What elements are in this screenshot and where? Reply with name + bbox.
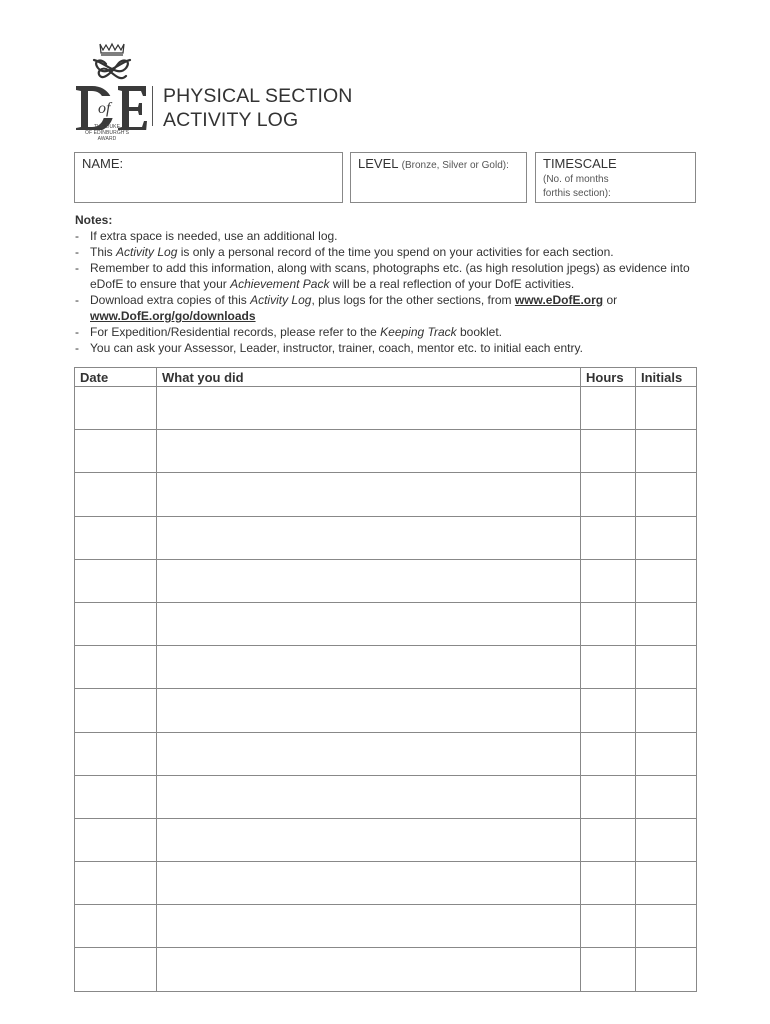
timescale-hint: (No. of months forthis section): (543, 174, 611, 199)
what-cell[interactable] (157, 559, 581, 602)
column-header-date: Date (75, 368, 157, 387)
column-header-initials: Initials (636, 368, 697, 387)
what-cell[interactable] (157, 905, 581, 948)
timescale-label: TIMESCALE (543, 156, 617, 171)
hours-cell[interactable] (581, 775, 636, 818)
table-row (75, 689, 697, 732)
what-cell[interactable] (157, 516, 581, 559)
timescale-field[interactable] (535, 152, 696, 203)
note-item: - Download extra copies of this Activity Log, plus logs for the other sections, from www.eDofE.org or www.DofE.org/go/downloads (75, 292, 705, 324)
date-cell[interactable] (75, 948, 157, 991)
table-row (75, 775, 697, 818)
level-hint: (Bronze, Silver or Gold): (401, 160, 509, 171)
level-label: LEVEL (Bronze, Silver or Gold): (358, 156, 509, 171)
title-line-2: ACTIVITY LOG (163, 109, 299, 131)
notes-heading: Notes: (75, 213, 113, 227)
date-cell[interactable] (75, 602, 157, 645)
name-label: NAME: (82, 156, 124, 171)
initials-cell[interactable] (636, 473, 697, 516)
edofe-link[interactable]: www.eDofE.org (514, 293, 604, 307)
initials-cell[interactable] (636, 602, 697, 645)
hours-cell[interactable] (581, 689, 636, 732)
date-cell[interactable] (75, 862, 157, 905)
initials-cell[interactable] (636, 905, 697, 948)
initials-cell[interactable] (636, 818, 697, 861)
hours-cell[interactable] (581, 516, 636, 559)
initials-cell[interactable] (636, 862, 697, 905)
table-row (75, 732, 697, 775)
svg-text:of: of (98, 100, 111, 117)
table-row (75, 473, 697, 516)
what-cell[interactable] (157, 818, 581, 861)
page-title (163, 84, 352, 132)
what-cell[interactable] (157, 646, 581, 689)
hours-cell[interactable] (581, 862, 636, 905)
column-header-hours: Hours (581, 368, 636, 387)
date-cell[interactable] (75, 646, 157, 689)
dofe-crest-icon (74, 40, 148, 130)
logo-caption: THE DUKE OF EDINBURGH'S AWARD (84, 124, 130, 142)
table-row (75, 818, 697, 861)
initials-cell[interactable] (636, 516, 697, 559)
initials-cell[interactable] (636, 732, 697, 775)
date-cell[interactable] (75, 430, 157, 473)
level-field[interactable] (350, 152, 527, 203)
table-row (75, 862, 697, 905)
table-header-row (75, 368, 697, 387)
table-row (75, 948, 697, 991)
hours-cell[interactable] (581, 646, 636, 689)
note-item: - This Activity Log is only a personal record of the time you spend on your activities for each section. (75, 244, 705, 260)
what-cell[interactable] (157, 732, 581, 775)
what-cell[interactable] (157, 602, 581, 645)
table-row (75, 430, 697, 473)
table-row (75, 387, 697, 430)
dofe-downloads-link[interactable]: www.DofE.org/go/downloads (90, 309, 256, 323)
initials-cell[interactable] (636, 387, 697, 430)
hours-cell[interactable] (581, 818, 636, 861)
note-item: - You can ask your Assessor, Leader, instructor, trainer, coach, mentor etc. to initial each entry. (75, 340, 705, 356)
note-item: - If extra space is needed, use an additional log. (75, 228, 705, 244)
table-row (75, 516, 697, 559)
name-field[interactable] (74, 152, 343, 203)
date-cell[interactable] (75, 732, 157, 775)
initials-cell[interactable] (636, 689, 697, 732)
date-cell[interactable] (75, 818, 157, 861)
initials-cell[interactable] (636, 775, 697, 818)
note-item: - Remember to add this information, along with scans, photographs etc. (as high resolution jpegs) as evidence into eDofE to ensure that your Achievement Pack will be a real reflection of your DofE activities. (75, 260, 705, 292)
initials-cell[interactable] (636, 948, 697, 991)
hours-cell[interactable] (581, 602, 636, 645)
note-item: - For Expedition/Residential records, please refer to the Keeping Track booklet. (75, 324, 705, 340)
what-cell[interactable] (157, 948, 581, 991)
notes (75, 212, 705, 356)
table-row (75, 559, 697, 602)
what-cell[interactable] (157, 473, 581, 516)
what-cell[interactable] (157, 862, 581, 905)
date-cell[interactable] (75, 775, 157, 818)
table-row (75, 602, 697, 645)
hours-cell[interactable] (581, 559, 636, 602)
hours-cell[interactable] (581, 387, 636, 430)
column-header-what: What you did (157, 368, 581, 387)
table-row (75, 646, 697, 689)
activity-log-table (74, 367, 697, 992)
date-cell[interactable] (75, 905, 157, 948)
hours-cell[interactable] (581, 732, 636, 775)
title-line-1: PHYSICAL SECTION (163, 85, 353, 107)
hours-cell[interactable] (581, 430, 636, 473)
initials-cell[interactable] (636, 430, 697, 473)
hours-cell[interactable] (581, 905, 636, 948)
initials-cell[interactable] (636, 559, 697, 602)
date-cell[interactable] (75, 516, 157, 559)
title-divider (152, 86, 153, 126)
date-cell[interactable] (75, 473, 157, 516)
table-row (75, 905, 697, 948)
initials-cell[interactable] (636, 646, 697, 689)
what-cell[interactable] (157, 387, 581, 430)
date-cell[interactable] (75, 689, 157, 732)
date-cell[interactable] (75, 387, 157, 430)
what-cell[interactable] (157, 430, 581, 473)
what-cell[interactable] (157, 689, 581, 732)
hours-cell[interactable] (581, 948, 636, 991)
date-cell[interactable] (75, 559, 157, 602)
what-cell[interactable] (157, 775, 581, 818)
hours-cell[interactable] (581, 473, 636, 516)
table-body (75, 387, 697, 992)
